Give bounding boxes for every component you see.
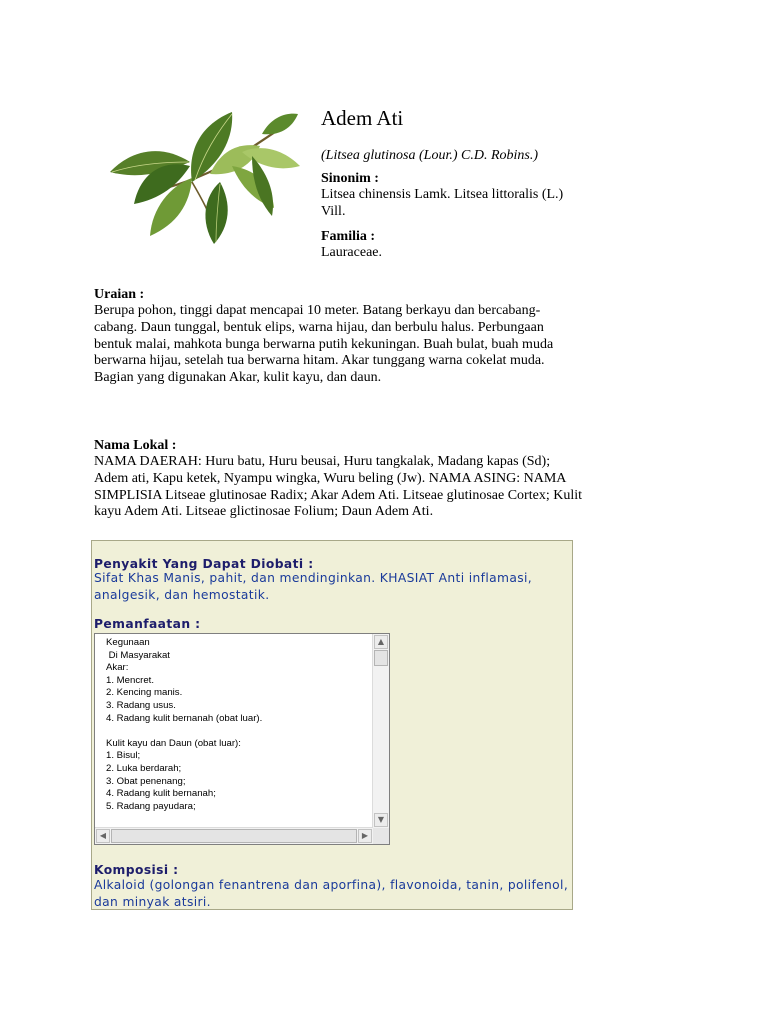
penyakit-text: Sifat Khas Manis, pahit, dan mendinginkan. KHASIAT Anti inflamasi, analgesik, dan hemostatik. <box>94 571 532 602</box>
list-line: Kulit kayu dan Daun (obat luar): <box>106 737 241 749</box>
horizontal-scrollbar[interactable] <box>95 827 373 844</box>
list-line: Akar: <box>106 662 129 674</box>
uraian-label: Uraian : <box>94 287 145 302</box>
list-line: 5. Radang payudara; <box>106 800 196 812</box>
list-line: Di Masyarakat <box>106 649 170 661</box>
list-line: Kegunaan <box>106 637 150 648</box>
list-line: 2. Kencing manis. <box>106 687 183 699</box>
uraian-text: Berupa pohon, tinggi dapat mencapai 10 meter. Batang berkayu dan bercabang-cabang. Daun tunggal, bentuk elips, warna hijau, dan berbulu halus. Perbungaan bentuk malai, mahkota bunga berwarna putih kekuningan. Buah bulat, buah muda berwarna hijau, setelah tua berwarna hitam. Akar tunggang warna cokelat muda. Bagian yang digunakan Akar, kulit kayu, dan daun. <box>94 303 554 386</box>
list-line: 3. Radang usus. <box>106 699 176 711</box>
pemanfaatan-content <box>106 637 368 813</box>
list-line: 1. Bisul; <box>106 750 141 762</box>
familia-text: Lauraceae. <box>321 245 382 260</box>
list-line: 3. Obat penenang; <box>106 775 186 787</box>
komposisi-text: Alkaloid (golongan fenantrena dan aporfina), flavonoida, tanin, polifenol, dan minyak atsiri. <box>94 878 569 909</box>
scrollbar-corner <box>373 828 389 844</box>
vertical-scrollbar[interactable] <box>372 634 389 828</box>
nama-lokal-label: Nama Lokal : <box>94 438 177 453</box>
komposisi-label: Komposisi : <box>94 863 179 877</box>
vertical-scroll-thumb[interactable] <box>374 650 388 666</box>
list-line: 1. Mencret. <box>106 674 154 686</box>
scroll-down-icon[interactable]: ▼ <box>374 813 388 827</box>
list-line: 4. Radang kulit bernanah; <box>106 788 216 800</box>
pemanfaatan-listbox[interactable] <box>94 633 390 845</box>
list-line: 2. Luka berdarah; <box>106 762 182 774</box>
info-panel <box>91 540 573 910</box>
nama-lokal-text: NAMA DAERAH: Huru batu, Huru beusai, Huru tangkalak, Madang kapas (Sd); Adem ati, Kapu ketek, Nyampu wingka, Wuru beling (Jw). NAMA ASING: NAMA SIMPLISIA Litseae glutinosae Radix; Akar Adem Ati. Litseae glutinosae Cortex; Kulit kayu Adem Ati. Litseae glictinosae Folium; Daun Adem Ati. <box>94 454 582 520</box>
pemanfaatan-label: Pemanfaatan : <box>94 617 201 631</box>
page-title: Adem Ati <box>321 106 404 130</box>
familia-label: Familia : <box>321 229 376 244</box>
sinonim-text: Litsea chinensis Lamk. Litsea littoralis (L.) Vill. <box>321 187 564 219</box>
sinonim-label: Sinonim : <box>321 171 379 186</box>
scroll-up-icon[interactable]: ▲ <box>374 635 388 649</box>
plant-illustration <box>92 104 308 250</box>
scroll-right-icon[interactable]: ▶ <box>358 829 372 843</box>
list-line: 4. Radang kulit bernanah (obat luar). <box>106 712 263 724</box>
list-line <box>106 725 368 738</box>
scroll-left-icon[interactable]: ◀ <box>96 829 110 843</box>
latin-name: (Litsea glutinosa (Lour.) C.D. Robins.) <box>321 148 539 163</box>
penyakit-label: Penyakit Yang Dapat Diobati : <box>94 557 314 571</box>
horizontal-scroll-thumb[interactable] <box>111 829 357 843</box>
